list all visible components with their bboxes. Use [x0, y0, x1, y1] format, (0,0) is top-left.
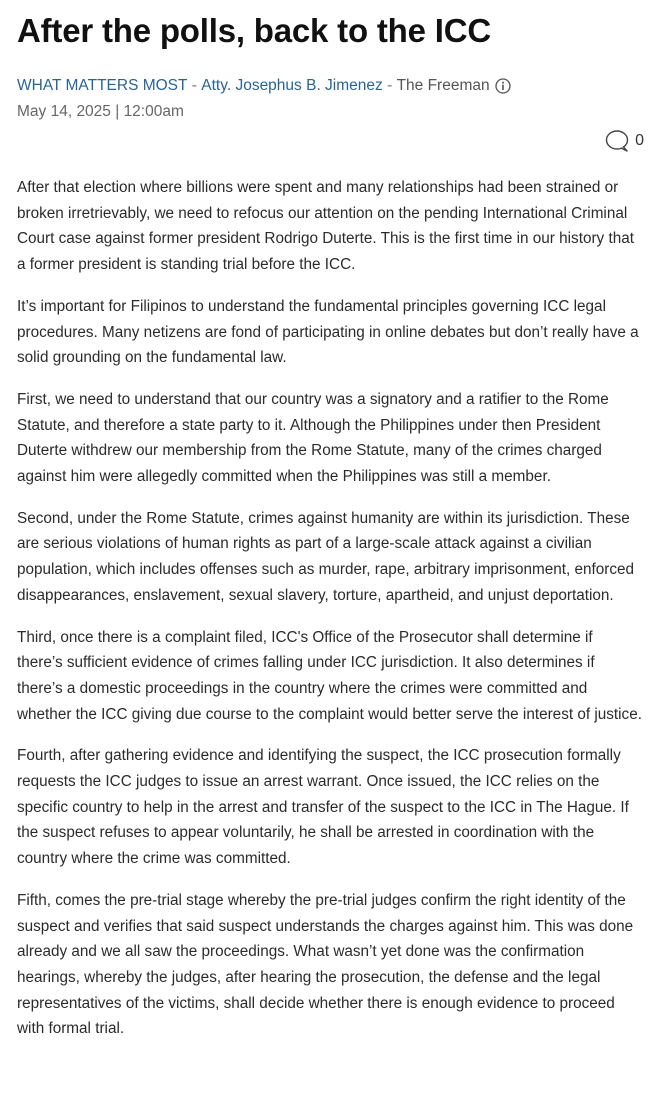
byline: [17, 75, 652, 97]
byline-separator: -: [187, 77, 202, 94]
publication-name: The Freeman: [396, 77, 490, 94]
article-body: [17, 175, 642, 1058]
article-paragraph: Second, under the Rome Statute, crimes against humanity are within its jurisdiction. These are serious violations of human rights as part of a large-scale attack against a civilian population, which includes offenses such as murder, rape, arbitrary imprisonment, enforced disappearances, enslavement, sexual slavery, torture, apartheid, and unjust deportation.: [17, 509, 635, 604]
byline-separator: -: [382, 77, 397, 94]
article-paragraph: Fifth, comes the pre-trial stage whereby the pre-trial judges confirm the right identity of the suspect and verifies that said suspect understands the charges against him. This was done already and we all saw the proceedings. What wasn’t yet done was the confirmation hearings, whereby the judges, after hearing the prosecution, the defense and the legal representatives of the victims, shall decide whether there is enough evidence to proceed with formal trial.: [17, 891, 634, 1038]
article-paragraph: Fourth, after gathering evidence and identifying the suspect, the ICC prosecution formally requests the ICC judges to issue an arrest warrant. Once issued, the ICC relies on the specific country to help in the arrest and transfer of the suspect to the ICC in The Hague. If the suspect refuses to appear voluntarily, he shall be arrested in coordination with the country where the crime was committed.: [17, 747, 629, 868]
comment-bubble-icon[interactable]: [605, 130, 629, 152]
comment-count: 0: [635, 132, 644, 149]
author-link[interactable]: Atty. Josephus B. Jimenez: [201, 77, 383, 94]
article-paragraph: After that election where billions were spent and many relationships had been strained or broken irretrievably, we need to refocus our attention on the pending International Criminal Court case against former president Rodrigo Duterte. This is the first time in our history that a former president is standing trial before the ICC.: [17, 179, 634, 274]
comments-counter[interactable]: [605, 130, 644, 152]
column-name-link[interactable]: WHAT MATTERS MOST: [17, 77, 188, 94]
article-headline: After the polls, back to the ICC: [17, 12, 491, 49]
article-paragraph: First, we need to understand that our country was a signatory and a ratifier to the Rome Statute, and therefore a state party to it. Although the Philippines under then President Duterte withdrew our membership from the Rome Statute, many of the crimes charged against him were allegedly committed when the Philippines was still a member.: [17, 390, 609, 486]
article-paragraph: Third, once there is a complaint filed, ICC's Office of the Prosecutor shall determine if there’s sufficient evidence of crimes falling under ICC jurisdiction. It also determines if there’s a domestic proceedings in the country where the crimes were committed and whether the ICC giving due course to the complaint would better serve the interest of justice.: [17, 628, 642, 723]
publish-date: May 14, 2025 | 12:00am: [17, 103, 184, 120]
info-icon[interactable]: [495, 78, 511, 94]
article-paragraph: It’s important for Filipinos to understand the fundamental principles governing ICC legal procedures. Many netizens are fond of participating in online debates but don’t really have a solid grounding on the fundamental law.: [17, 297, 639, 367]
